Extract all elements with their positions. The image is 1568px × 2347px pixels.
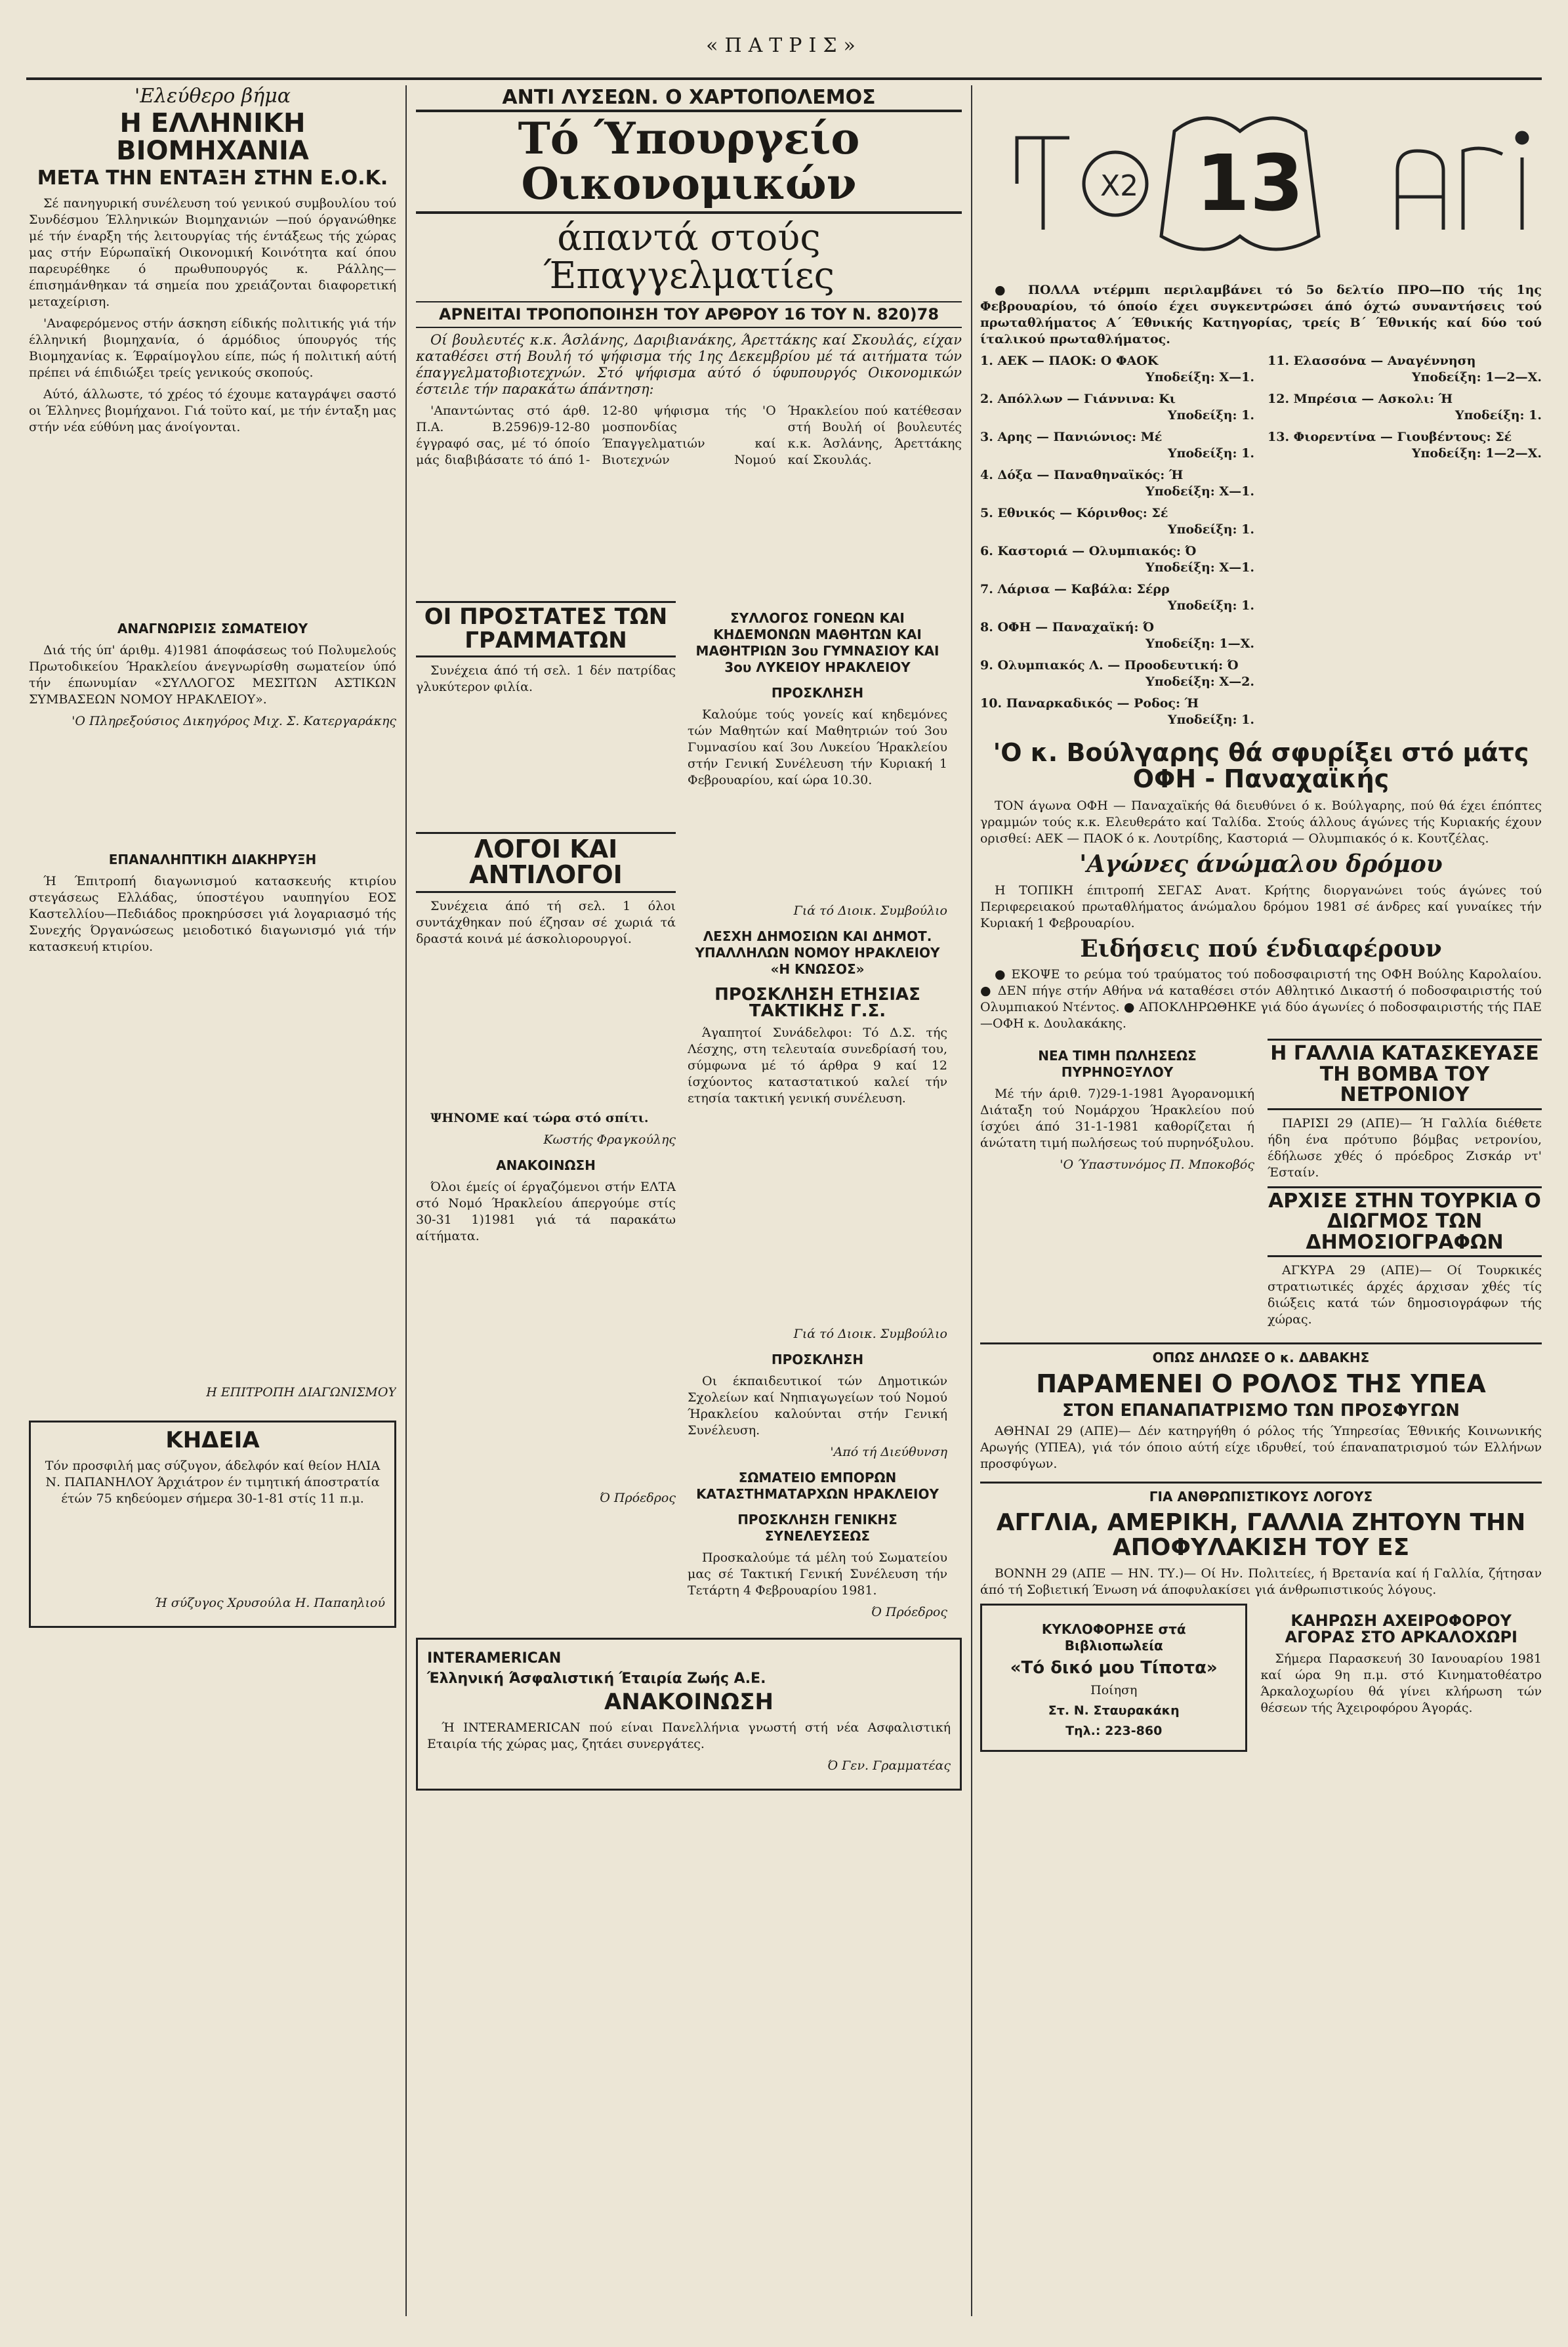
book-ad-title: «Τό δικό μου Τίποτα» bbox=[1010, 1657, 1218, 1678]
news-headline: Ειδήσεις πού ένδιαφέρουν bbox=[1080, 934, 1442, 963]
invitation-title: ΠΡΟΣΚΛΗΣΗ bbox=[771, 1352, 864, 1368]
right-bottom bbox=[980, 1604, 1542, 1752]
merchants-signature: Ό Πρόεδρος bbox=[871, 1605, 947, 1620]
notice-continuation bbox=[29, 737, 396, 842]
pool-matches-right bbox=[1268, 353, 1542, 734]
center-lower bbox=[416, 601, 962, 1629]
races-text: Η ΤΟΠΙΚΗ έπιτροπή ΣΕΓΑΣ Ανατ. Κρήτης διοργανώνει τούς άγώνες τού Περιφερειακού πρωταθλήματος άνώμαλου δρόμου 1981 σέ άνδρες καί γυναίκες τήν Κυριακή 1 Φεβρουαρίου. bbox=[980, 883, 1542, 930]
human-text: ΒΟΝΝΗ 29 (ΑΠΕ — ΗΝ. ΤΥ.)— Οί Ην. Πολιτείες, ή Βρετανία καί ή Γαλλία, ζήτησαν άπό τή Σοβιετική Ένωση νά άποφυλακίσει γιά άνθρωπιστικούς λόγους. bbox=[980, 1566, 1542, 1597]
pool-matches-left bbox=[980, 353, 1254, 734]
left-column bbox=[29, 85, 396, 2316]
pool-match-tip: Υποδείξη: 1—2—Χ. bbox=[1411, 446, 1542, 461]
merchants-title: ΣΩΜΑΤΕΙΟ ΕΜΠΟΡΩΝ ΚΑΤΑΣΤΗΜΑΤΑΡΧΩΝ ΗΡΑΚΛΕΙΟΥ bbox=[696, 1470, 939, 1503]
pool-match-title: 10. Παναρκαδικός — Ροδος: Ή bbox=[980, 696, 1199, 711]
turkey-text: ΑΓΚΥΡΑ 29 (ΑΠΕ)— Οί Τουρκικές στρατιωτικές άρχές άρχισαν χθές τίς διώξεις κατά τών δημοσιογράφων τής χώρας. bbox=[1268, 1263, 1542, 1327]
industry-headline: Η ΕΛΛΗΝΙΚΗ ΒΙΟΜΗΧΑΝΙΑ bbox=[116, 108, 309, 166]
club-title: ΛΕΣΧΗ ΔΗΜΟΣΙΩΝ ΚΑΙ ΔΗΜΟΤ. ΥΠΑΛΛΗΛΩΝ ΝΟΜΟΥ ΗΡΑΚΛΕΙΟΥ «Η ΚΝΩΣΟΣ» bbox=[695, 928, 940, 978]
obituary-title: ΚΗΔΕΙΑ bbox=[165, 1427, 260, 1453]
pool-match-tip: Υποδείξη: 1. bbox=[1167, 598, 1254, 613]
pool-match-title: 11. Ελασσόνα — Αναγέννηση bbox=[1268, 354, 1476, 368]
center-lower-left bbox=[416, 601, 676, 1629]
pool-match bbox=[980, 696, 1254, 728]
industry-paragraph: 'Αναφερόμενος στήν άσκηση είδικής πολιτικής γιά τήν έλληνική βιομηχανία, ό άρμόδιος ύπουργός τής Βιομηχανίας κ. Έφραίμογλου είπε, πώς ή πολιτική αύτή πρέπει νά έπιδιώξει τρείς γενικούς σκοπούς. bbox=[29, 316, 396, 380]
dabakis-kicker: ΟΠΩΣ ΔΗΛΩΣΕ Ο κ. ΔΑΒΑΚΗΣ bbox=[980, 1342, 1542, 1366]
center-lower-right bbox=[688, 601, 947, 1629]
book-ad-header: ΚΥΚΛΟΦΟΡΗΣΕ στά Βιβλιοπωλεία bbox=[1041, 1621, 1186, 1653]
gallia-text: ΠΑΡΙΣΙ 29 (ΑΠΕ)— Ή Γαλλία διέθετε ήδη ένα πρότυπο βόμβας νετρονίου, έδήλωσε χθές ό πρόεδρος Ζισκάρ ντ' Έσταίν. bbox=[1268, 1115, 1542, 1180]
pool-match-tip: Υποδείξη: Χ—2. bbox=[1145, 675, 1254, 689]
pool-matches bbox=[980, 353, 1542, 734]
right-lower bbox=[980, 1039, 1542, 1333]
industry-paragraph: Σέ πανηγυρική συνέλευση τού γενικού συμβουλίου τού Συνδέσμου Έλληνικών Βιομηχανιών —πού όργανώθηκε μέ τήν έναρξη τής λειτουργίας τής έντάξεως τής χώρας μας στήν Εύρωπαϊκή Οικονομική Κοινότητα καί όπου παρευρέθηκε ό πρωθυπουργός κ. Ράλλης— έπισημάνθηκαν τά σημεία που χρειάζονται διαφορετική μεταχείριση. bbox=[29, 196, 396, 309]
pool-match-tip: Υποδείξη: 1. bbox=[1167, 408, 1254, 423]
land-text: Σήμερα Παρασκευή 30 Ιανουαρίου 1981 καί ώρα 9η π.μ. στό Κινηματοθέατρο Άρκαλοχωρίου θά γίνει κλήρωση τών θέσεων τής Άχειροφόρου Άγοράς. bbox=[1260, 1651, 1542, 1715]
referee-text: ΤΟΝ άγωνα ΟΦΗ — Παναχαϊκής θά διευθύνει ό κ. Βούλγαρης, πού θά έχει έπόπτες γραμμών τούς κ.κ. Ελευθεράτο καί Ταλίδα. Στούς άλλους άγώνες τής Κυριακής έχουν ορισθεί: ΑΕΚ — ΠΑΟΚ ό κ. Λουτρίδης, Καστοριά — Ολυμπιακός ό κ. Κουτζέλας. bbox=[980, 798, 1542, 846]
guardians-continuation bbox=[416, 701, 676, 832]
pool-match-tip: Υποδείξη: 1. bbox=[1167, 446, 1254, 461]
insurance-signature: Ό Γεν. Γραμματέας bbox=[827, 1758, 951, 1773]
right-column bbox=[980, 282, 1542, 2316]
pool-match-tip: Υποδείξη: 1. bbox=[1455, 408, 1542, 423]
logoi-text: Συνέχεια άπό τή σελ. 1 όλοι συντάχθηκαν πού έζησαν σέ χωριά τά δραστά κοινά μέ άσκολιορουργοί. bbox=[416, 899, 676, 947]
newspaper-name: «ΠΑΤΡΙΣ» bbox=[706, 34, 862, 57]
opinion-kicker: 'Ελεύθερο βήμα bbox=[134, 85, 291, 108]
pool-match-title: 5. Εθνικός — Κόρινθος: Σέ bbox=[980, 506, 1168, 520]
tax-body-text: 'Απαντώντας στό άρθ. Π.Α. Β.2596)9-12-80 έγγραφό σας, μέ τό όποίο μάς διαβιβάσατε τό άπό 1-12-80 ψήφισμα τής 'Ο μοσπονδίας Έπαγγελματιών καί Βιοτεχνών Νομού Ήρακλείου πού κατέθεσαν στή Βουλή οί βουλευτές κ.κ. Άσλάνης, Άρεττάκης καί Σκουλάς. bbox=[416, 404, 962, 468]
dabakis-text: ΑΘΗΝΑΙ 29 (ΑΠΕ)— Δέν κατηργήθη ό ρόλος τής Ύπηρεσίας Έθνικής Κοινωνικής Αρωγής (ΥΠΕΑ), γιά τόν όποιο αύτή είχε ιδρυθεί, τού έπαναπατρισμού τών Ελλήνων προσφύγων. bbox=[980, 1424, 1542, 1472]
obituary-signature: Ή σύζυγος Χρυσούλα Η. Παπαηλιού bbox=[154, 1595, 385, 1610]
pool-match bbox=[980, 543, 1254, 576]
column-rule bbox=[405, 85, 407, 2316]
races-headline: 'Αγώνες άνώμαλου δρόμου bbox=[1079, 850, 1443, 878]
merchants-text: Προσκαλούμε τά μέλη τού Σωματείου μας σέ Τακτική Γενική Συνέλευση τήν Τετάρτη 4 Φεβρουαρίου 1981. bbox=[688, 1550, 947, 1598]
human-kicker: ΓΙΑ ΑΝΘΡΩΠΙΣΤΙΚΟΥΣ ΛΟΓΟΥΣ bbox=[980, 1482, 1542, 1505]
logoi-headline: ΛΟΓΟΙ ΚΑΙ ΑΝΤΙΛΟΓΟΙ bbox=[416, 832, 676, 894]
tender-text: Ή Έπιτροπή διαγωνισμού κατασκευής κτιρίου στεγάσεως Ελλάδας, ύποστέγου ναυπηγίου ΕΟΣ Καστελλίου—Πεδιάδος προκηρύσσει γιά λογαριασμό τής Συνεχής Όργανώσεως μειοδοτικό διαγωνισμό γιά τήν κατασκευή κτιρίου. bbox=[29, 874, 396, 954]
pool-intro: ● ΠΟΛΛΑ ντέρμπι περιλαμβάνει τό 5ο δελτίο ΠΡΟ—ΠΟ τής 1ης Φεβρουαρίου, τό όποίο έχει συγκεντρώσει άπό όχτώ συναντήσεις τού πρωταθλήματος Α΄ Έθνικής Κατηγορίας, τρείς Β΄ Έθνικής καί δύο τού ίταλικού πρωταθλήματος. bbox=[980, 283, 1542, 346]
news-text: ● ΕΚΟΨΕ το ρεύμα τού τραύματος τού ποδοσφαιριστή της ΟΦΗ Βούλης Καρολαίου. ● ΔΕΝ πήγε στήν Αθήνα νά καταθέσει στόν Αθλητικό Δικαστή ό ποδοσφαιριστής τού Ολυμπιακού Ντέντος. ● ΑΠΟΚΛΗΡΩΘΗΚΕ γιά δύο άγωνίες ό ποδοσφαιριστής τής ΠΑΕ—ΟΦΗ κ. Δουλακάκης. bbox=[980, 967, 1542, 1031]
book-ad-author: Στ. Ν. Σταυρακάκη bbox=[1048, 1703, 1180, 1718]
merchants-invitation: ΠΡΟΣΚΛΗΣΗ ΓΕΝΙΚΗΣ ΣΥΝΕΛΕΥΣΕΩΣ bbox=[737, 1512, 897, 1545]
pool-match bbox=[980, 391, 1254, 424]
parents-signature: Γιά τό Διοικ. Συμβούλιο bbox=[793, 903, 947, 919]
pool-match bbox=[980, 581, 1254, 614]
insurance-banner: INTERAMERICAN bbox=[427, 1650, 562, 1667]
pool-logo-number: 13 bbox=[1195, 138, 1304, 228]
guardians-text: Συνέχεια άπό τή σελ. 1 δέν πατρίδας γλυκύτερον φιλία. bbox=[416, 663, 676, 694]
football-pool-logo bbox=[991, 92, 1542, 276]
column-rule bbox=[971, 85, 972, 2316]
tender-title: ΕΠΑΝΑΛΗΠΤΙΚΗ ΔΙΑΚΗΡΥΞΗ bbox=[108, 852, 317, 867]
obituary-box bbox=[29, 1421, 396, 1628]
center-column bbox=[416, 85, 962, 2316]
article-continuation bbox=[29, 441, 396, 612]
insurance-text: Ή INTERAMERICAN πού είναι Πανελλήνια γνωστή στή νέα Ασφαλιστική Εταιρία τής χώρας μας, ζητάει συνεργάτες. bbox=[427, 1720, 951, 1751]
right-lower-left bbox=[980, 1039, 1254, 1333]
referee-headline: 'Ο κ. Βούλγαρης θά σφυρίξει στό μάτς ΟΦΗ - Παναχαϊκής bbox=[993, 738, 1529, 793]
pool-match-title: 1. ΑΕΚ — ΠΑΟΚ: Ο ΦΑΟΚ bbox=[980, 354, 1159, 368]
tender-signature: Η ΕΠΙΤΡΟΠΗ ΔΙΑΓΩΝΙΣΜΟΥ bbox=[206, 1385, 396, 1400]
pool-match bbox=[980, 619, 1254, 652]
pool-match-title: 6. Καστοριά — Ολυμπιακός: Ό bbox=[980, 544, 1197, 558]
club-invitation: ΠΡΟΣΚΛΗΣΗ ΕΤΗΣΙΑΣ ΤΑΚΤΙΚΗΣ Γ.Σ. bbox=[714, 985, 920, 1022]
club-text: Άγαπητοί Συνάδελφοι: Τό Δ.Σ. τής Λέσχης, στη τελευταία συνεδρίασή του, σύμφωνα μέ τό άρθρα 9 καί 12 ίσχύοντος καταστατικού καλεί τήν ετησία τακτική γενική συνέλευση. bbox=[688, 1026, 947, 1106]
svg-text:X2: X2 bbox=[1100, 169, 1139, 203]
obituary-continuation bbox=[40, 1512, 385, 1591]
ann-continuation bbox=[416, 1250, 676, 1486]
human-headline: ΑΓΓΛΙΑ, ΑΜΕΡΙΚΗ, ΓΑΛΛΙΑ ΖΗΤΟΥΝ ΤΗΝ ΑΠΟΦΥΛΑΚΙΣΗ ΤΟΥ ΕΣ bbox=[996, 1509, 1526, 1562]
parents-continuation bbox=[688, 794, 947, 899]
pool-match-title: 8. ΟΦΗ — Παναχαϊκή: Ό bbox=[980, 620, 1154, 634]
pool-match-tip: Υποδείξη: 1—Χ. bbox=[1145, 636, 1254, 651]
guardians-headline: ΟΙ ΠΡΟΣΤΑΤΕΣ ΤΩΝ ΓΡΑΜΜΑΤΩΝ bbox=[416, 601, 676, 657]
book-ad-phone: Τηλ.: 223-860 bbox=[1065, 1724, 1163, 1739]
pool-match-tip: Υποδείξη: Χ—1. bbox=[1145, 484, 1254, 499]
pool-match bbox=[1268, 391, 1542, 424]
tax-headline: Τό Ύπουργείο Οικονομικών bbox=[416, 110, 962, 214]
pool-match bbox=[980, 505, 1254, 538]
masthead bbox=[26, 26, 1542, 80]
tax-lead: Οί βουλευτές κ.κ. Άσλάνης, Δαριβιανάκης, Άρεττάκης καί Σκουλάς, είχαν καταθέσει στή Βουλή τό ψήφισμα τής 1ης Δεκεμβρίου μέ τά αιτήματα τών έπαγγελματοβιοτεχνών. Στό ψήφισμα αύτό ό ύφυπουργός Οικονομικών έστειλε τήν παρακάτω άπάντηση: bbox=[416, 332, 962, 398]
industry-paragraph: Αύτό, άλλωστε, τό χρέος τό έχουμε καταγράψει σαστό οι Έλληνες βιομήχανοι. Γιά τοϋτο καί, με τήν ένταξη μας στήν νέα εύθύνη μας άνοίγονται. bbox=[29, 387, 396, 434]
pool-match-title: 3. Αρης — Πανιώνιος: Μέ bbox=[980, 430, 1163, 444]
pool-match-title: 12. Μπρέσια — Ασκολι: Ή bbox=[1268, 392, 1453, 406]
pool-match-title: 4. Δόξα — Παναθηναϊκός: Ή bbox=[980, 468, 1184, 482]
notice-title: ΑΝΑΓΝΩΡΙΣΙΣ ΣΩΜΑΤΕΙΟΥ bbox=[117, 621, 308, 636]
land-headline: ΚΑΗΡΩΣΗ ΑΧΕΙΡΟΦΟΡΟΥ ΑΓΟΡΑΣ ΣΤΟ ΑΡΚΑΛΟΧΩΡΙ bbox=[1285, 1611, 1517, 1646]
pool-match bbox=[1268, 353, 1542, 386]
tax-subhead: ΑΡΝΕΙΤΑΙ ΤΡΟΠΟΠΟΙΗΣΗ ΤΟΥ ΑΡΘΡΟΥ 16 ΤΟΥ Ν. 820)78 bbox=[416, 301, 962, 328]
parents-text: Καλούμε τούς γονείς καί κηδεμόνες τών Μαθητών καί Μαθητριών τού 3ου Γυμνασίου καί 3ου Λυκείου Ήρακλείου στήν Γενική Συνέλευση τήν Κυριακή 1 Φεβρουαρίου, καί ώρα 10.30. bbox=[688, 707, 947, 788]
dabakis-subhead: ΣΤΟΝ ΕΠΑΝΑΠΑΤΡΙΣΜΟ ΤΩΝ ΠΡΟΣΦΥΓΩΝ bbox=[1062, 1401, 1460, 1421]
industry-subhead: ΜΕΤΑ ΤΗΝ ΕΝΤΑΞΗ ΣΤΗΝ Ε.Ο.Κ. bbox=[37, 167, 388, 190]
tax-headline-2: άπαντά στούς Έπαγγελματίες bbox=[543, 216, 835, 298]
pool-match bbox=[980, 657, 1254, 690]
ann-signature: Ό Πρόεδρος bbox=[600, 1491, 676, 1506]
book-ad-genre: Ποίηση bbox=[1090, 1683, 1138, 1698]
parents-invitation: ΠΡΟΣΚΛΗΣΗ bbox=[771, 685, 864, 701]
gallia-headline: Η ΓΑΛΛΙΑ ΚΑΤΑΣΚΕΥΑΣΕ ΤΗ ΒΟΜΒΑ ΤΟΥ ΝΕΤΡΟΝΙΟΥ bbox=[1268, 1039, 1542, 1110]
logoi-signature: Κωστής Φραγκούλης bbox=[543, 1132, 676, 1148]
price-text: Μέ τήν άριθ. 7)29-1-1981 Άγορανομική Διάταξη τού Νομάρχου Ήρακλείου πού ίσχύει άπό 31-1-1981 καθορίζεται ή άνώτατη τιμή πωλήσεως τού πυρηνόξυλου. bbox=[980, 1087, 1254, 1151]
land-notice bbox=[1260, 1604, 1542, 1752]
insurance-title: Έλληνική Άσφαλιστική Έταιρία Ζωής Α.Ε. bbox=[427, 1671, 766, 1688]
notice-text: Διά τής ύπ' άριθμ. 4)1981 άποφάσεως τού Πολυμελούς Πρωτοδικείου Ήρακλείου άνεγνωρίσθη σωματείον ύπό τήν έπωνυμίαν «ΣΥΛΛΟΓΟΣ ΜΕΣΙΤΩΝ ΑΣΤΙΚΩΝ ΣΥΜΒΑΣΕΩΝ ΝΟΜΟΥ ΗΡΑΚΛΕΙΟΥ». bbox=[29, 643, 396, 707]
invitation-text: Οι έκπαιδευτικοί τών Δημοτικών Σχολείων καί Νηπιαγωγείων τού Νομού Ήρακλείου καλούνται στήν Γενική Συνέλευση. bbox=[688, 1374, 947, 1438]
ann-text: Όλοι έμείς οί έργαζόμενοι στήν ΕΛΤΑ στό Νομό Ήρακλείου άπεργούμε στίς 30-31 1)1981 γιά τά παρακάτω αίτήματα. bbox=[416, 1180, 676, 1244]
dabakis-headline: ΠΑΡΑΜΕΝΕΙ Ο ΡΟΛΟΣ ΤΗΣ ΥΠΕΑ bbox=[1036, 1369, 1486, 1399]
pool-match-tip: Υποδείξη: 1—2—Χ. bbox=[1411, 370, 1542, 384]
book-ad bbox=[980, 1604, 1247, 1752]
pool-match-tip: Υποδείξη: 1. bbox=[1167, 522, 1254, 537]
pool-match-title: 13. Φιορεντίνα — Γιουβέντους: Σέ bbox=[1268, 430, 1512, 444]
pool-match bbox=[980, 353, 1254, 386]
obituary-text: Τόν προσφιλή μας σύζυγον, άδελφόν καί θείον ΗΛΙΑ Ν. ΠΑΠΑΝΗΛΟΥ Άρχιάτρον έν τιμητική άποστρατία έτών 75 κηδεύομεν σήμερα 30-1-81 στίς 11 π.μ. bbox=[45, 1458, 381, 1506]
turkey-headline: ΑΡΧΙΣΕ ΣΤΗΝ ΤΟΥΡΚΙΑ Ο ΔΙΩΓΜΟΣ ΤΩΝ ΔΗΜΟΣΙΟΓΡΑΦΩΝ bbox=[1268, 1186, 1542, 1258]
ann-title: ΑΝΑΚΟΙΝΩΣΗ bbox=[496, 1157, 596, 1174]
invitation-signature: 'Από τή Διεύθυνση bbox=[830, 1445, 947, 1460]
insurance-announcement: ΑΝΑΚΟΙΝΩΣΗ bbox=[604, 1689, 774, 1716]
pool-match-tip: Υποδείξη: 1. bbox=[1167, 713, 1254, 727]
pool-match bbox=[980, 467, 1254, 500]
right-lower-right bbox=[1268, 1039, 1542, 1333]
pool-match bbox=[1268, 429, 1542, 462]
pool-logo-letters bbox=[1397, 151, 1398, 152]
insurance-ad bbox=[416, 1638, 962, 1791]
pool-match bbox=[980, 429, 1254, 462]
price-signature: 'Ο Ύπαστυνόμος Π. Μποκοβός bbox=[1060, 1157, 1254, 1173]
pool-match-tip: Υποδείξη: Χ—1. bbox=[1145, 370, 1254, 384]
club-signature: Γιά τό Διοικ. Συμβούλιο bbox=[793, 1327, 947, 1342]
club-continuation bbox=[688, 1112, 947, 1322]
price-headline: ΝΕΑ ΤΙΜΗ ΠΩΛΗΣΕΩΣ ΠΥΡΗΝΟΞΥΛΟΥ bbox=[1038, 1048, 1197, 1081]
psifnome-text: ΨΗΝΟΜΕ καί τώρα στό σπίτι. bbox=[430, 1111, 649, 1126]
notice-signature: 'Ο Πληρεξούσιος Δικηγόρος Μιχ. Σ. Κατεργαράκης bbox=[72, 714, 396, 728]
tender-continuation bbox=[29, 961, 396, 1381]
parents-title: ΣΥΛΛΟΓΟΣ ΓΟΝΕΩΝ ΚΑΙ ΚΗΔΕΜΟΝΩΝ ΜΑΘΗΤΩΝ ΚΑΙ ΜΑΘΗΤΡΙΩΝ 3ου ΓΥΜΝΑΣΙΟΥ ΚΑΙ 3ου ΛΥΚΕΙΟΥ ΗΡΑΚΛΕΙΟΥ bbox=[695, 610, 939, 676]
pool-match-title: 7. Λάρισα — Καβάλα: Σέρρ bbox=[980, 582, 1170, 596]
logoi-continuation bbox=[416, 953, 676, 1110]
tax-body bbox=[416, 403, 962, 593]
tax-kicker: ΑΝΤΙ ΛΥΣΕΩΝ. Ο ΧΑΡΤΟΠΟΛΕΜΟΣ bbox=[502, 86, 876, 109]
pool-match-title: 2. Απόλλων — Γιάννινα: Κι bbox=[980, 392, 1176, 406]
pool-match-tip: Υποδείξη: Χ—1. bbox=[1145, 560, 1254, 575]
pool-match-title: 9. Ολυμπιακός Λ. — Προοδευτική: Ό bbox=[980, 658, 1239, 673]
